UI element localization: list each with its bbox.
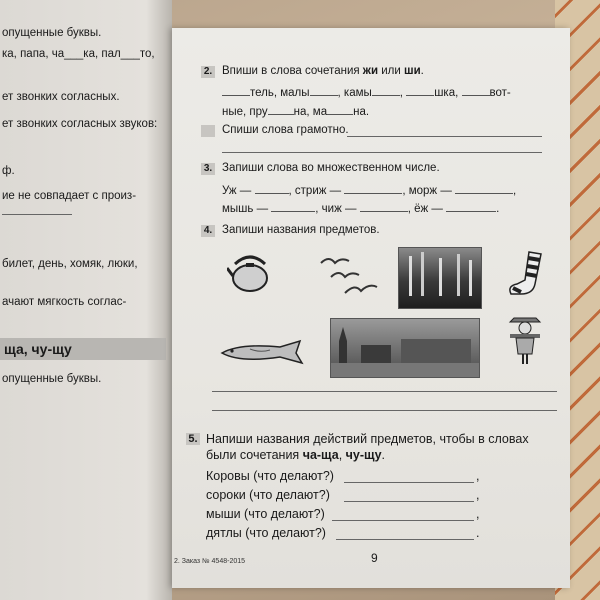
forest-photo <box>398 247 482 309</box>
exercise-prompt: Напиши названия действий предметов, чтобы в словах <box>206 432 529 446</box>
page-number: 9 <box>371 551 378 565</box>
left-page <box>0 0 172 600</box>
write-line <box>336 539 474 540</box>
comma: , <box>476 488 480 502</box>
left-line: ие не совпадает с произ- <box>2 190 137 202</box>
section-header-title: ща, чу-щу <box>4 341 72 357</box>
left-line: ет звонких согласных звуков: <box>2 118 158 130</box>
write-line <box>212 410 557 411</box>
comma: , <box>476 469 480 483</box>
exercise-prompt: Запиши названия предметов. <box>222 224 380 236</box>
exercise-prompt: Запиши слова во множественном числе. <box>222 162 440 174</box>
right-page <box>172 28 570 588</box>
sock-illustration <box>507 250 547 298</box>
write-line <box>347 136 542 137</box>
subtask-marker <box>201 125 215 137</box>
fill-row: тель, малы , камы , шка, вот- <box>222 85 511 99</box>
question-line: сороки (что делают?) <box>206 488 330 502</box>
scarecrow-illustration <box>504 310 546 366</box>
left-line: опущенные буквы. <box>2 373 102 385</box>
fill-row: Уж — , стриж — , морж — , <box>222 185 517 197</box>
exercise-number: 2. <box>201 66 215 78</box>
write-line <box>2 214 72 215</box>
comma: , <box>476 507 480 521</box>
left-line: ка, папа, ча___ка, пал___то, <box>2 48 155 60</box>
left-line: опущенные буквы. <box>2 27 102 39</box>
exercise-number: 4. <box>201 225 215 237</box>
section-header-bar <box>0 338 166 360</box>
write-line <box>332 520 474 521</box>
exercise-prompt: Впиши в слова сочетания жи или ши. <box>222 65 424 77</box>
subtask-prompt: Спиши слова грамотно. <box>222 124 349 136</box>
write-line <box>222 152 542 153</box>
exercise-number: 3. <box>201 163 215 175</box>
fill-row: ные, пру на, ма на. <box>222 106 370 118</box>
left-line: ф. <box>2 165 15 177</box>
period: . <box>476 526 480 540</box>
question-line: Коровы (что делают?) <box>206 469 334 483</box>
kettle-illustration <box>227 250 273 294</box>
red-square-photo <box>330 318 480 378</box>
write-line <box>212 391 557 392</box>
left-line: ет звонких согласных. <box>2 91 120 103</box>
write-line <box>344 482 474 483</box>
question-line: дятлы (что делают?) <box>206 526 326 540</box>
seagulls-illustration <box>317 253 379 297</box>
write-line <box>344 501 474 502</box>
exercise-prompt: были сочетания ча-ща, чу-щу. <box>206 448 386 462</box>
fill-row: мышь — , чиж — , ёж — . <box>222 203 500 215</box>
question-line: мыши (что делают?) <box>206 507 325 521</box>
left-line: билет, день, хомяк, люки, <box>2 258 138 270</box>
footer-order-number: 2. Заказ № 4548-2015 <box>174 558 246 565</box>
left-line: ачают мягкость соглас- <box>2 296 127 308</box>
exercise-number: 5. <box>186 433 200 445</box>
pike-fish-illustration <box>220 337 310 367</box>
